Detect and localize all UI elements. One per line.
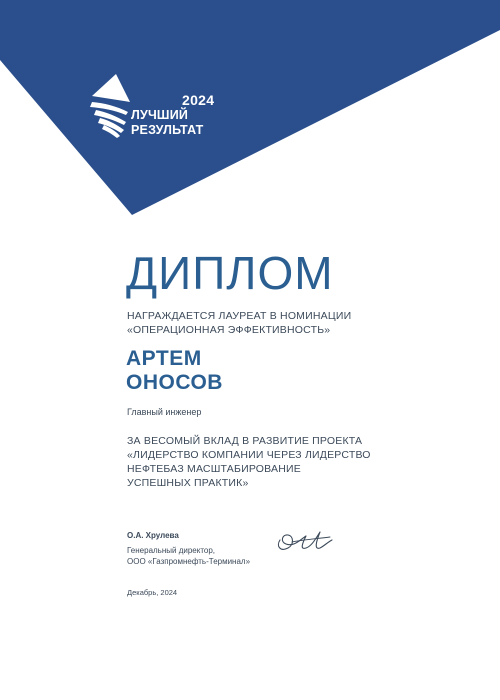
contribution-line2: «ЛИДЕРСТВО КОМПАНИИ ЧЕРЕЗ ЛИДЕРСТВО	[127, 449, 371, 461]
banner-triangle	[0, 0, 500, 215]
contribution-line4: УСПЕШНЫХ ПРАКТИК»	[127, 477, 249, 489]
stylized-rays-logo-icon	[86, 72, 134, 138]
recipient-name	[126, 347, 223, 395]
recipient-first-name: АРТЕМ	[126, 347, 202, 370]
signer-role	[127, 545, 250, 567]
logo	[86, 72, 226, 142]
logo-text-line2: РЕЗУЛЬТАТ	[131, 123, 204, 137]
logo-year: 2024	[182, 92, 215, 108]
signer-role-line2: ООО «Газпромнефть-Терминал»	[127, 557, 251, 566]
recipient-last-name: ОНОСОВ	[126, 371, 223, 394]
nomination-line1: НАГРАЖДАЕТСЯ ЛАУРЕАТ В НОМИНАЦИИ	[127, 310, 352, 322]
recipient-position: Главный инженер	[127, 407, 202, 417]
contribution-line3: НЕФТЕБАЗ МАСШТАБИРОВАНИЕ	[127, 463, 301, 475]
signer-name: О.А. Хрулева	[127, 531, 179, 540]
issue-date: Декабрь, 2024	[127, 588, 178, 597]
diploma-title: ДИПЛОМ	[126, 247, 334, 299]
nomination-line2: «ОПЕРАЦИОННАЯ ЭФФЕКТИВНОСТЬ»	[127, 324, 331, 336]
contribution-text	[127, 434, 371, 490]
logo-text-line1: ЛУЧШИЙ	[131, 108, 189, 122]
handwritten-signature	[272, 520, 334, 560]
nomination-text	[127, 309, 351, 337]
signer-role-line1: Генеральный директор,	[127, 546, 216, 555]
contribution-line1: ЗА ВЕСОМЫЙ ВКЛАД В РАЗВИТИЕ ПРОЕКТА	[127, 435, 363, 447]
